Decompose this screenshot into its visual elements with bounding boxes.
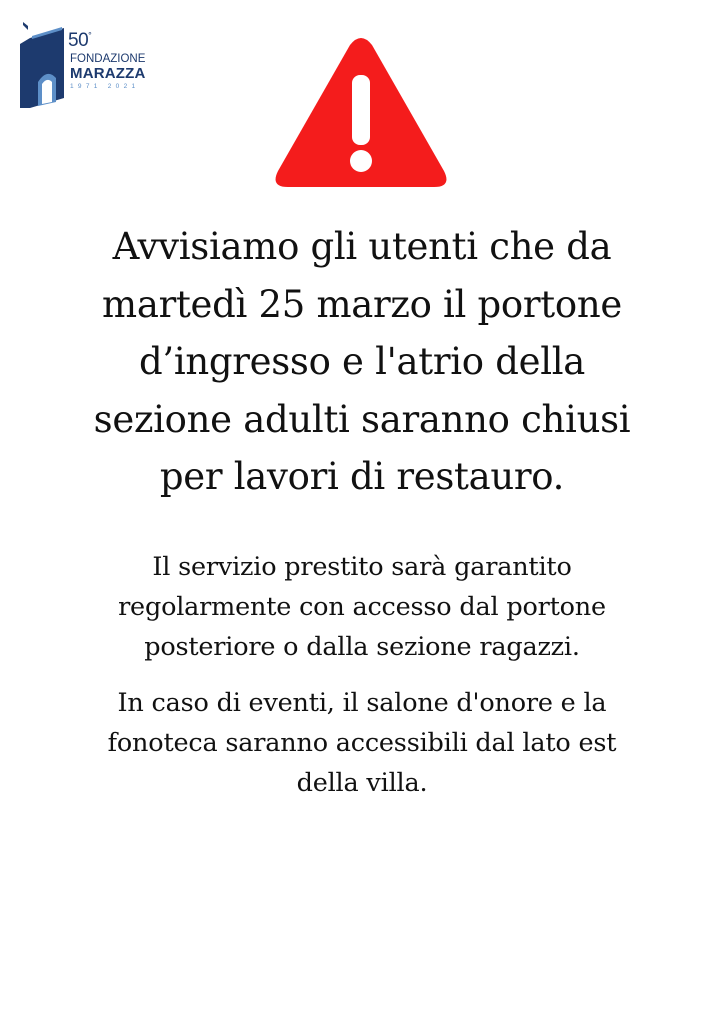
paragraph-line: fonoteca saranno accessibili dal lato est [107,728,617,758]
logo-fondazione-text: FONDAZIONE [70,53,146,65]
paragraph-line: della villa. [296,768,428,798]
paragraph-line: In caso di eventi, il salone d'onore e la [117,688,607,718]
logo-anniversary-number: 50° [68,30,92,51]
loan-service-paragraph [30,547,694,667]
headline-line: sezione adulti saranno chiusi [93,397,631,441]
logo-years-text: 1971 2021 [70,83,140,90]
paragraph-line: posteriore o dalla sezione ragazzi. [144,632,580,662]
notice-headline [30,218,694,506]
headline-line: martedì 25 marzo il portone [102,282,622,326]
logo-building-icon [20,22,70,112]
headline-line: per lavori di restauro. [159,455,565,498]
logo-marazza-text: MARAZZA [70,65,146,82]
fondazione-marazza-logo [20,22,155,112]
headline-line: Avvisiamo gli utenti che da [112,225,612,268]
warning-triangle-icon [272,35,450,191]
paragraph-line: regolarmente con accesso dal portone [118,592,606,622]
headline-line: d’ingresso e l'atrio della [138,340,586,383]
paragraph-line: Il servizio prestito sarà garantito [152,552,572,582]
events-paragraph [30,683,694,803]
